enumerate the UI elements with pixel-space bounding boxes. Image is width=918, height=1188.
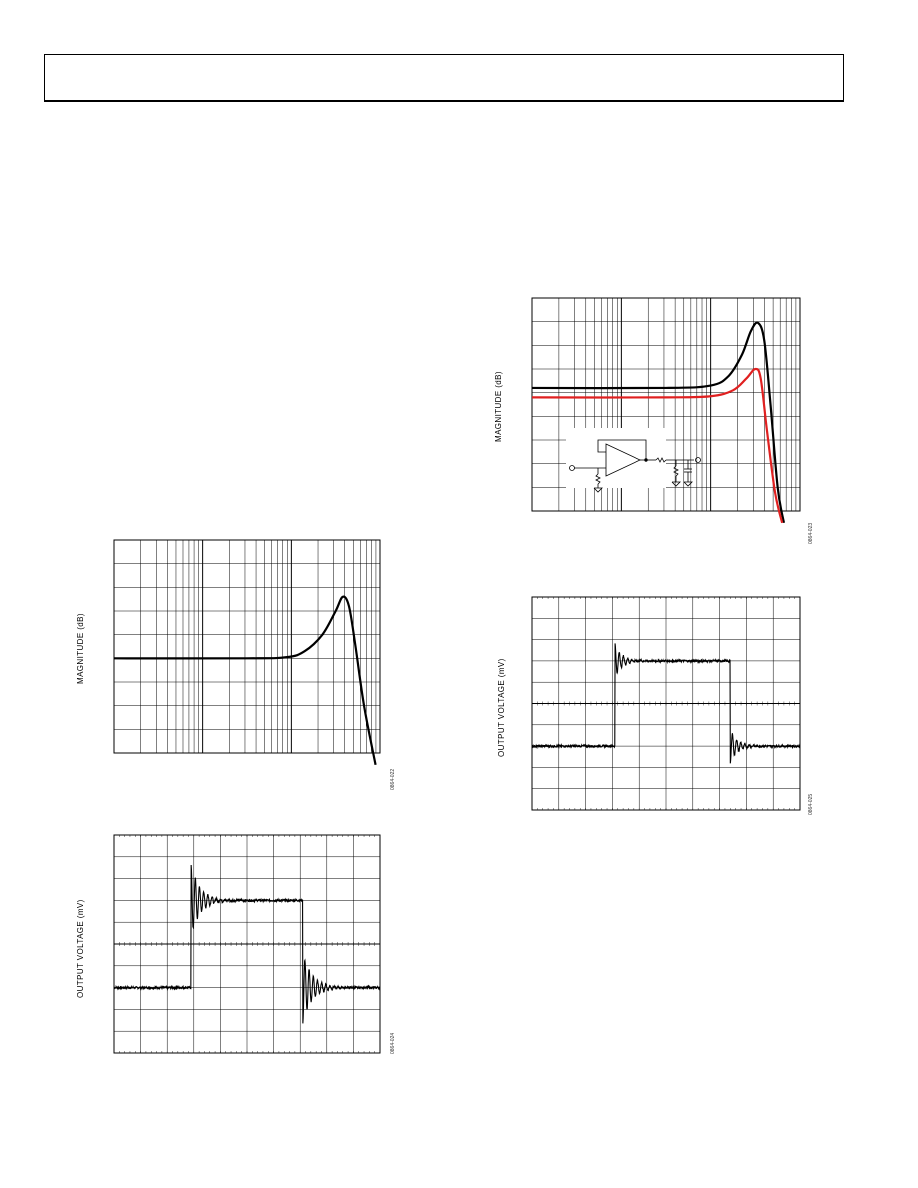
magnitude-chart-right [532, 298, 800, 511]
load-resistor [674, 466, 678, 476]
magnitude-chart-right-ylabel: MAGNITUDE (dB) [494, 371, 503, 442]
magnitude-chart-right-svg [532, 298, 800, 511]
grid [532, 597, 800, 810]
ground-symbol-1 [594, 488, 602, 492]
step-response-chart-left-svg [114, 835, 380, 1053]
plot-frame [114, 540, 380, 753]
step-response-chart-right-fig-id: 0864-025 [808, 793, 814, 815]
magnitude-chart-left-ylabel: MAGNITUDE (dB) [76, 613, 85, 684]
opamp-inset-schematic [566, 428, 701, 492]
step-response-chart-left [114, 835, 380, 1053]
step-response-chart-left-ylabel: OUTPUT VOLTAGE (mV) [76, 899, 85, 998]
step-response-chart-right-ylabel: OUTPUT VOLTAGE (mV) [497, 658, 506, 757]
output-terminal [696, 458, 701, 463]
grid [114, 540, 380, 753]
step-response-chart-left-fig-id: 0864-024 [390, 1032, 396, 1054]
magnitude-chart-right-fig-id: 0864-023 [808, 522, 814, 544]
ground-symbol-2 [672, 482, 680, 486]
junction-dot [645, 459, 648, 462]
step-response-chart-right-svg [532, 597, 800, 810]
page-header-box [44, 54, 844, 102]
magnitude-chart-left-svg [114, 540, 380, 753]
grid [114, 835, 380, 1053]
series-line-1 [532, 323, 784, 523]
magnitude-chart-left-fig-id: 0864-022 [390, 768, 396, 790]
magnitude-chart-left [114, 540, 380, 753]
step-response-chart-right [532, 597, 800, 810]
